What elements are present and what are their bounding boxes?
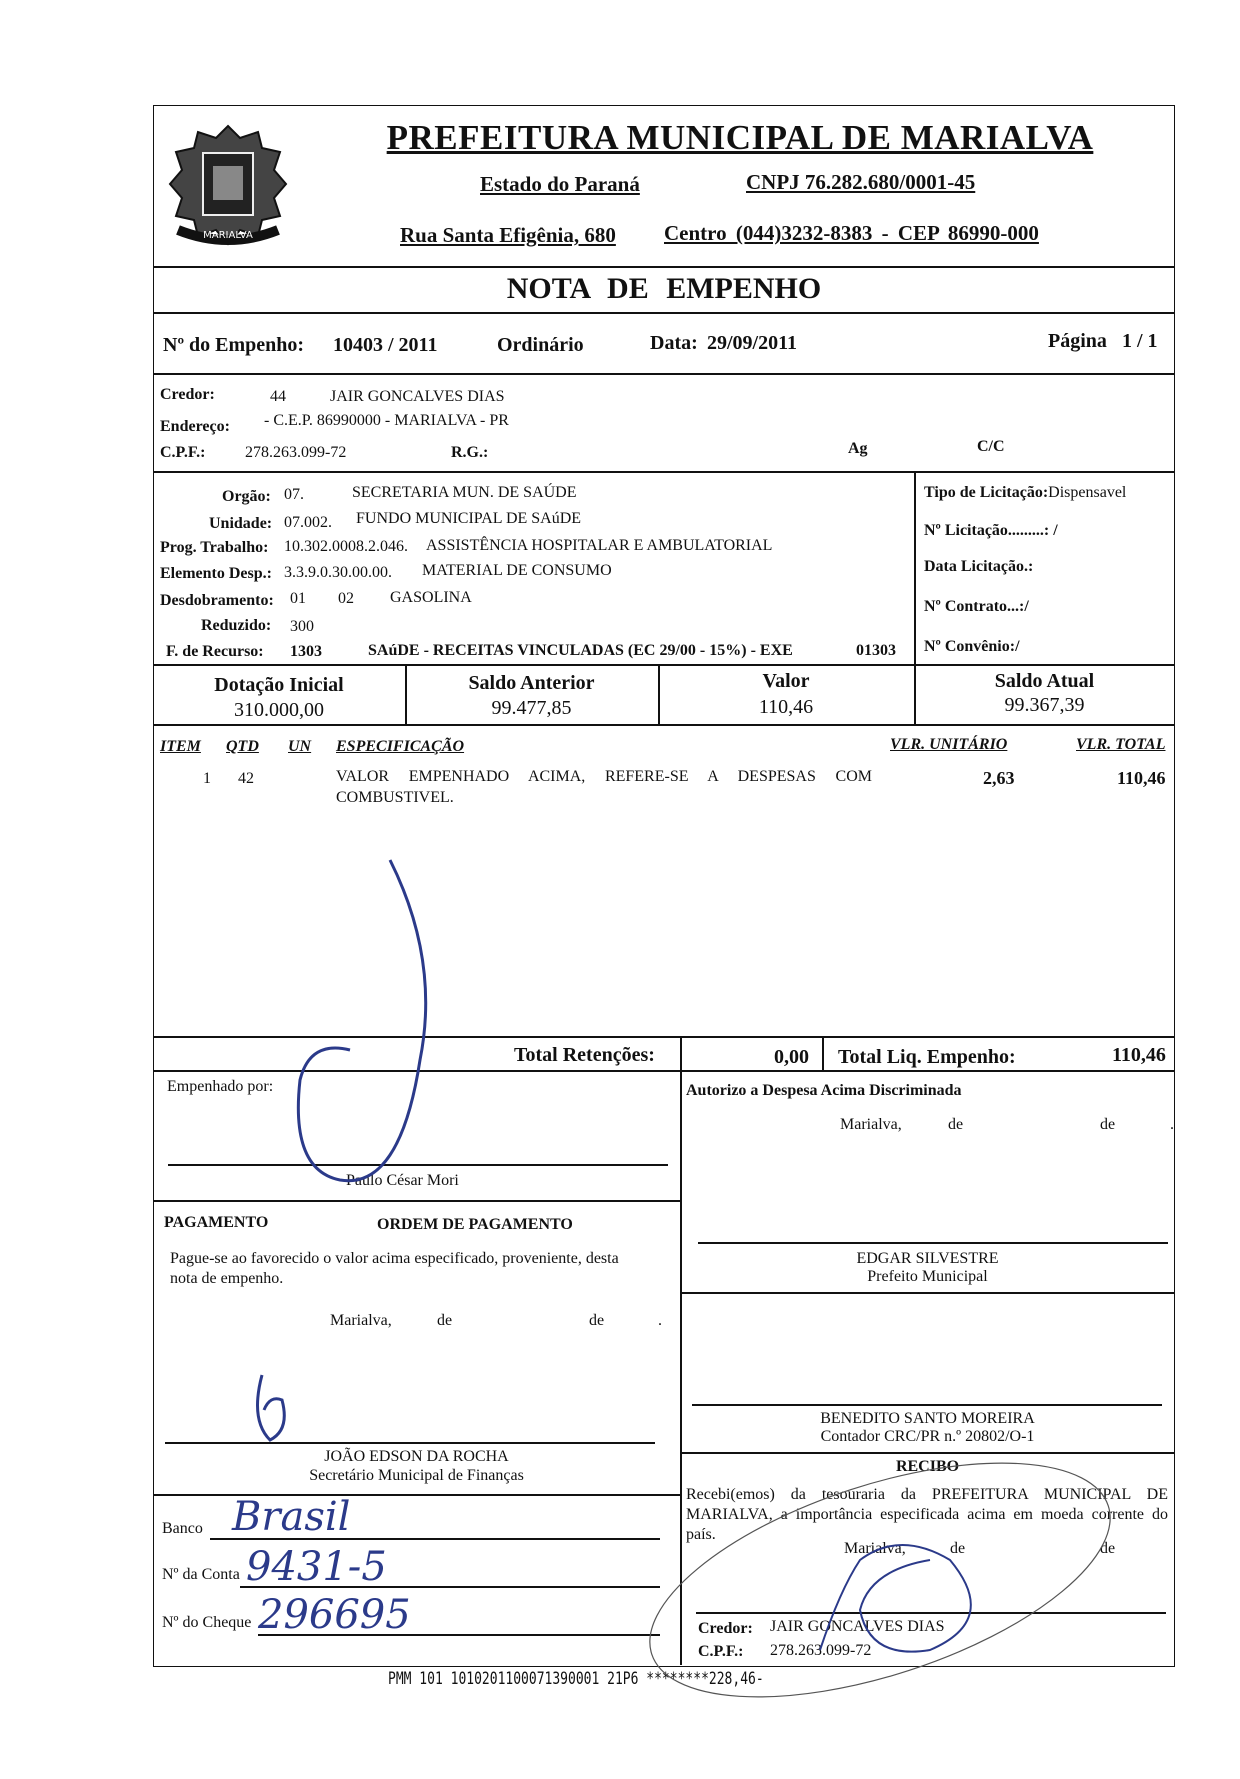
recibo-de1: de xyxy=(950,1540,966,1557)
unidade-name: FUNDO MUNICIPAL DE SAúDE xyxy=(356,510,582,527)
banco-value: Brasil xyxy=(232,1494,351,1540)
empenho-date: 29/09/2011 xyxy=(707,332,798,354)
col-item: ITEM xyxy=(160,738,201,755)
orgao-code: 07. xyxy=(284,486,304,503)
item-espec-2: COMBUSTIVEL. xyxy=(336,789,454,806)
recibo-credor-value: JAIR GONCALVES DIAS xyxy=(770,1618,945,1635)
recibo-text-1: Recebi(emos) da tesouraria da PREFEITURA MUNICIPAL DE xyxy=(686,1486,1168,1503)
reduzido-label: Reduzido: xyxy=(201,617,272,634)
endereco-label: Endereço: xyxy=(160,418,230,435)
valor-value: 110,46 xyxy=(758,696,814,718)
page-label: Página xyxy=(1048,330,1107,352)
ag-label: Ag xyxy=(848,440,868,457)
page-number: 1 / 1 xyxy=(1122,330,1158,352)
prefeitura-title: PREFEITURA MUNICIPAL DE MARIALVA xyxy=(386,118,1094,157)
fonte-code: 1303 xyxy=(290,643,322,660)
seal-text: MARIALVA xyxy=(203,230,253,241)
prog-label: Prog. Trabalho: xyxy=(160,539,269,556)
recibo-title: RECIBO xyxy=(895,1458,960,1475)
recibo-text-2: MARIALVA, a importância especificada acima em moeda corrente do xyxy=(686,1506,1168,1523)
autorizo-de1: de xyxy=(948,1116,964,1133)
total-retencoes-label: Total Retenções: xyxy=(514,1044,655,1066)
prefeito-signer: EDGAR SILVESTRE xyxy=(856,1250,999,1267)
document-title: NOTA DE EMPENHO xyxy=(506,272,822,305)
pagamento-city: Marialva, xyxy=(330,1312,392,1329)
col-vlr-total: VLR. TOTAL xyxy=(1076,736,1166,753)
total-retencoes-value: 0,00 xyxy=(774,1046,809,1068)
col-un: UN xyxy=(288,738,312,755)
empenho-number: 10403 / 2011 xyxy=(333,334,438,356)
saldo-anterior-value: 99.477,85 xyxy=(491,697,572,719)
cpf-value: 278.263.099-72 xyxy=(245,444,347,461)
recibo-cpf-label: C.P.F.: xyxy=(698,1643,744,1660)
total-liquido-label: Total Liq. Empenho: xyxy=(838,1046,1016,1068)
autorizo-de2: de xyxy=(1100,1116,1116,1133)
item-unit-value: 2,63 xyxy=(983,768,1015,788)
rg-label: R.G.: xyxy=(451,444,489,461)
street-address: Rua Santa Efigênia, 680 xyxy=(400,223,616,247)
autorizo-city: Marialva, xyxy=(840,1116,902,1133)
unidade-code: 07.002. xyxy=(284,514,332,531)
empenhado-label: Empenhado por: xyxy=(167,1078,274,1095)
date-label: Data: xyxy=(650,332,698,354)
cnpj: CNPJ 76.282.680/0001-45 xyxy=(746,170,976,194)
dotacao-value: 310.000,00 xyxy=(234,699,324,721)
conta-label: Nº da Conta xyxy=(162,1566,240,1583)
autorizo-dot: . xyxy=(1170,1116,1174,1133)
item-total-value: 110,46 xyxy=(1117,768,1166,788)
saldo-anterior-label: Saldo Anterior xyxy=(468,672,595,694)
pagamento-title: PAGAMENTO xyxy=(164,1214,269,1231)
recibo-text-3: país. xyxy=(686,1526,716,1543)
desdobramento-name: GASOLINA xyxy=(390,589,472,606)
recibo-city: Marialva, xyxy=(844,1540,906,1557)
elemento-label: Elemento Desp.: xyxy=(160,565,272,582)
col-qtd: QTD xyxy=(226,738,259,755)
orgao-name: SECRETARIA MUN. DE SAÚDE xyxy=(352,484,577,501)
conta-value: 9431-5 xyxy=(246,1544,387,1590)
fonte-number: 01303 xyxy=(856,642,896,659)
item-qtd: 42 xyxy=(238,770,254,787)
tipo-licitacao: Tipo de Licitação:Dispensavel xyxy=(924,484,1127,501)
cheque-value: 296695 xyxy=(258,1592,411,1638)
prog-name: ASSISTÊNCIA HOSPITALAR E AMBULATORIAL xyxy=(426,537,773,554)
recibo-cpf-value: 278.263.099-72 xyxy=(770,1642,872,1659)
empenho-label: Nº do Empenho: xyxy=(163,334,305,356)
credor-label: Credor: xyxy=(160,386,215,403)
col-vlr-unitario: VLR. UNITÁRIO xyxy=(890,736,1008,753)
reduzido-value: 300 xyxy=(290,618,314,635)
prog-code: 10.302.0008.2.046. xyxy=(284,538,408,555)
desdobramento-label: Desdobramento: xyxy=(160,592,274,609)
recibo-credor-label: Credor: xyxy=(698,1620,753,1637)
empenho-type: Ordinário xyxy=(497,334,584,356)
secretario-role: Secretário Municipal de Finanças xyxy=(309,1467,524,1484)
secretario-signer: JOÃO EDSON DA ROCHA xyxy=(324,1448,509,1465)
autorizo-title: Autorizo a Despesa Acima Discriminada xyxy=(686,1082,962,1099)
saldo-atual-label: Saldo Atual xyxy=(994,670,1095,692)
col-especificacao: ESPECIFICAÇÃO xyxy=(336,738,465,755)
elemento-code: 3.3.9.0.30.00.00. xyxy=(284,564,392,581)
cpf-label: C.P.F.: xyxy=(160,444,206,461)
pagamento-de2: de xyxy=(589,1312,605,1329)
cc-label: C/C xyxy=(977,438,1005,455)
elemento-name: MATERIAL DE CONSUMO xyxy=(422,562,612,579)
pagamento-dot: . xyxy=(658,1312,662,1329)
numero-contrato: Nº Contrato...:/ xyxy=(924,598,1029,615)
pagamento-text-1: Pague-se ao favorecido o valor acima especificado, proveniente, desta xyxy=(170,1250,619,1267)
data-licitacao: Data Licitação.: xyxy=(924,558,1034,575)
cheque-label: Nº do Cheque xyxy=(162,1614,252,1631)
address-rest: Centro (044)3232-8383 - CEP 86990-000 xyxy=(664,221,1039,245)
contador-role: Contador CRC/PR n.º 20802/O-1 xyxy=(820,1428,1035,1445)
contador-signer: BENEDITO SANTO MOREIRA xyxy=(820,1410,1035,1427)
pagamento-text-2: nota de empenho. xyxy=(170,1270,284,1287)
item-number: 1 xyxy=(203,770,211,787)
recibo-de2: de xyxy=(1100,1540,1116,1557)
credor-name: JAIR GONCALVES DIAS xyxy=(330,388,505,405)
fonte-label: F. de Recurso: xyxy=(166,643,264,660)
unidade-label: Unidade: xyxy=(209,515,273,532)
dotacao-label: Dotação Inicial xyxy=(214,674,344,696)
valor-label: Valor xyxy=(762,670,810,692)
prefeito-role: Prefeito Municipal xyxy=(867,1268,988,1285)
numero-licitacao: Nº Licitação.........: / xyxy=(924,522,1058,539)
banco-label: Banco xyxy=(162,1520,203,1537)
state-name: Estado do Paraná xyxy=(480,172,640,196)
desdobramento-b: 02 xyxy=(338,590,354,607)
saldo-atual-value: 99.367,39 xyxy=(1004,694,1085,716)
total-liquido-value: 110,46 xyxy=(1112,1044,1166,1066)
numero-convenio: Nº Convênio:/ xyxy=(924,638,1020,655)
pagamento-de1: de xyxy=(437,1312,453,1329)
footer-code: PMM 101 1010201100071390001 21P6 ********228,46- xyxy=(388,1669,764,1690)
pagamento-subtitle: ORDEM DE PAGAMENTO xyxy=(377,1216,573,1233)
desdobramento-a: 01 xyxy=(290,590,306,607)
endereco-value: - C.E.P. 86990000 - MARIALVA - PR xyxy=(264,412,509,429)
empenhado-signer: Paulo César Mori xyxy=(346,1172,459,1189)
orgao-label: Orgão: xyxy=(222,488,271,505)
credor-code: 44 xyxy=(270,388,286,405)
fonte-name: SAúDE - RECEITAS VINCULADAS (EC 29/00 - 15%) - EXE xyxy=(368,642,793,659)
item-espec-1: VALOR EMPENHADO ACIMA, REFERE-SE A DESPESAS COM xyxy=(336,768,872,785)
